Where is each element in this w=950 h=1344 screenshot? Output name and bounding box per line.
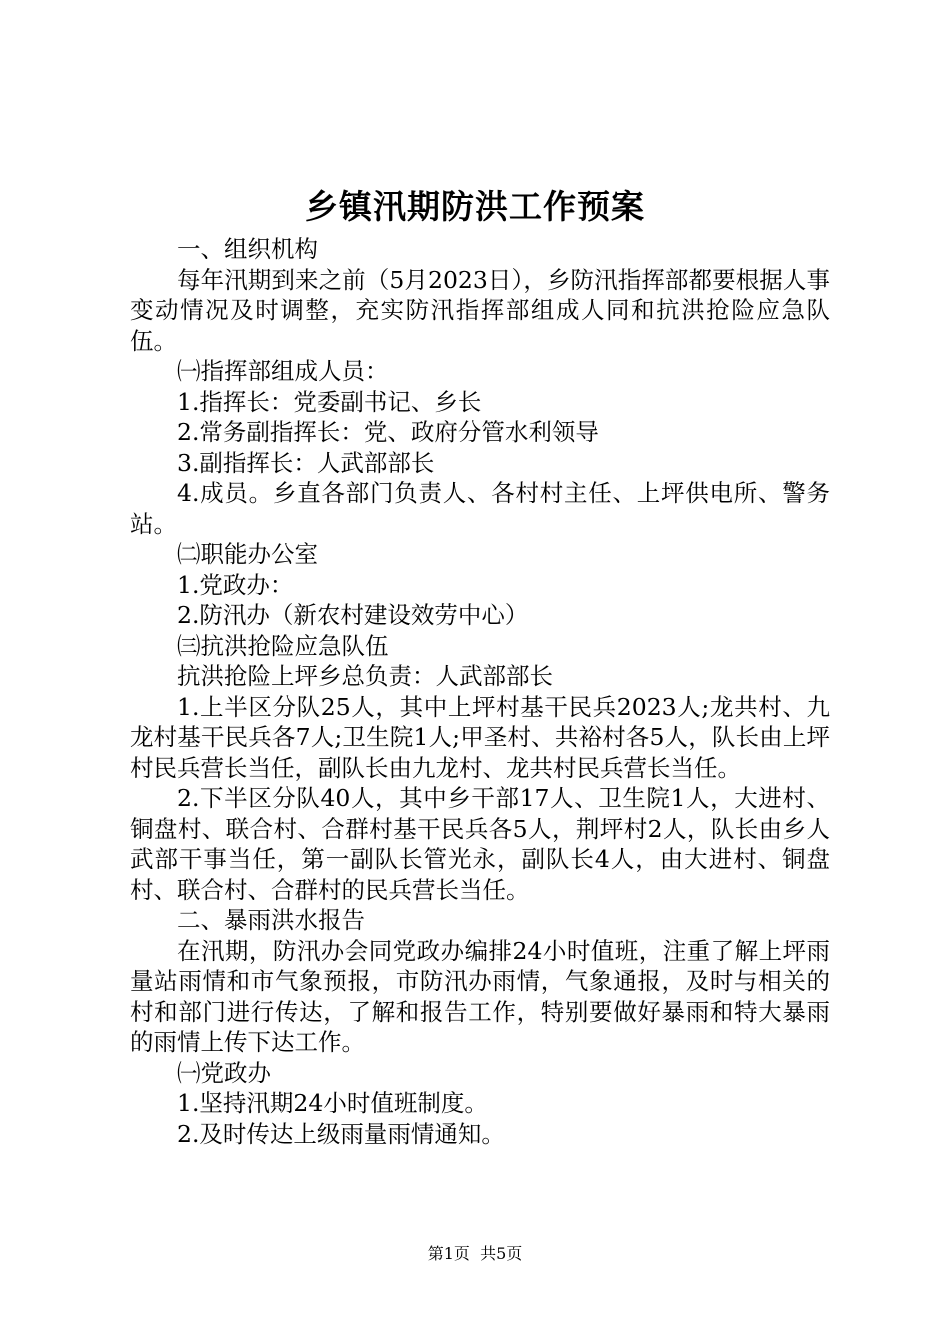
page-number: 第1页 (427, 1244, 470, 1263)
list-item: 4.成员。乡直各部门负责人、各村村主任、上坪供电所、警务站。 (130, 479, 830, 538)
list-item: 1.指挥长：党委副书记、乡长 (177, 387, 482, 416)
page-footer (0, 1242, 950, 1266)
list-item: 2.防汛办（新农村建设效劳中心） (177, 601, 529, 629)
subsection-heading: ㈡职能办公室 (177, 540, 318, 568)
list-item: 2.常务副指挥长：党、政府分管水利领导 (177, 418, 599, 446)
subsection-heading: ㈠指挥部组成人员： (177, 357, 389, 385)
subsection-heading: ㈠党政办 (177, 1058, 271, 1087)
list-item: 3.副指挥长：人武部部长 (177, 448, 435, 477)
subsection-heading: ㈢抗洪抢险应急队伍 (177, 631, 389, 660)
document-body (130, 234, 830, 1149)
paragraph: 每年汛期到来之前（5月2023日），乡防汛指挥部都要根据人事变动情况及时调整，充实防汛指挥部组成人同和抗洪抢险应急队伍。 (130, 265, 830, 355)
document-title: 乡镇汛期防洪工作预案 (305, 187, 645, 226)
page-total: 共5页 (480, 1244, 523, 1263)
list-item: 1.上半区分队25人，其中上坪村基干民兵2023人;龙共村、九龙村基干民兵各7人;卫生院1人;甲圣村、共裕村各5人，队长由上坪村民兵营长当任，副队长由九龙村、龙共村民兵营长当任。 (130, 692, 830, 782)
list-item: 1.党政办： (177, 570, 294, 599)
paragraph: 在汛期，防汛办会同党政办编排24小时值班，注重了解上坪雨量站雨情和市气象预报，市防汛办雨情，气象通报，及时与相关的村和部门进行传达，了解和报告工作，特别要做好暴雨和特大暴雨的雨情上传下达工作。 (130, 936, 830, 1056)
section-heading: 一、组织机构 (177, 235, 318, 263)
paragraph: 抗洪抢险上坪乡总负责：人武部部长 (177, 662, 553, 690)
list-item: 2.下半区分队40人，其中乡干部17人、卫生院1人，大进村、铜盘村、联合村、合群村基干民兵各5人，荆坪村2人，队长由乡人武部干事当任，第一副队长管光永，副队长4人，由大进村、铜盘村、联合村、合群村的民兵营长当任。 (130, 784, 830, 904)
section-heading: 二、暴雨洪水报告 (177, 906, 365, 934)
list-item: 1.坚持汛期24小时值班制度。 (177, 1089, 488, 1117)
list-item: 2.及时传达上级雨量雨情通知。 (177, 1119, 505, 1148)
